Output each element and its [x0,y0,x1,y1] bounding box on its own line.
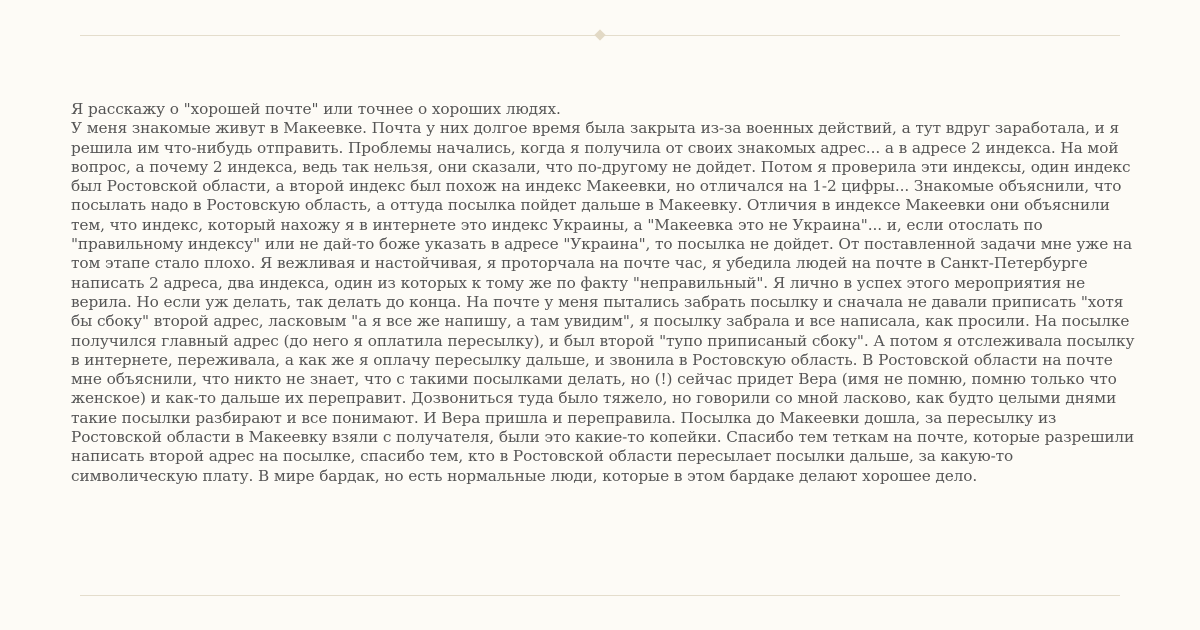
bottom-divider [80,595,1120,596]
review-text [71,100,1141,486]
review-intro: Я расскажу о "хорошей почте" или точнее о хороших людях. [71,100,561,118]
divider-ornament-icon [594,29,605,40]
review-body: У меня знакомые живут в Макеевке. Почта у них долгое время была закрыта из-за военных действий, а тут вдруг заработала, и я решила им что-нибудь отправить. Проблемы начались, когда я получила от своих знакомых адрес... а в адресе 2 индекса. На мой вопрос, а почему 2 индекса, ведь так нельзя, они сказали, что по-другому не дойдет. Потом я проверила эти индексы, один индекс был Ростовской области, а второй индекс был похож на индекс Макеевки, но отличался на 1-2 цифры... Знакомые объяснили, что посылать надо в Ростовскую область, а оттуда посылка пойдет дальше в Макеевку. Отличия в индексе Макеевки они объяснили тем, что индекс, который нахожу я в интернете это индекс Украины, а "Макеевка это не Украина"... и, если отослать по "правильному индексу" или не дай-то боже указать в адресе "Украина", то посылка не дойдет. От поставленной задачи мне уже на том этапе стало плохо. Я вежливая и настойчивая, я проторчала на почте час, я убедила людей на почте в Санкт-Петербурге написать 2 адреса, два индекса, один из которых к тому же по факту "неправильный". Я лично в успех этого мероприятия не верила. Но если уж делать, так делать до конца. На почте у меня пытались забрать посылку и сначала не давали приписать "хотя бы сбоку" второй адрес, ласковым "а я все же напишу, а там увидим", я посылку забрала и все написала, как просили. На посылке получился главный адрес (до него я оплатила пересылку), и был второй "тупо приписаный сбоку". А потом я отслеживала посылку в интернете, переживала, а как же я оплачу пересылку дальше, и звонила в Ростовскую область. В Ростовской области на почте мне объяснили, что никто не знает, что с такими посылками делать, но (!) сейчас придет Вера (имя не помню, помню только что женское) и как-то дальше их переправит. Дозвониться туда было тяжело, но говорили со мной ласково, как будто целыми днями такие посылки разбирают и все понимают. И Вера пришла и переправила. Посылка до Макеевки дошла, за пересылку из Ростовской области в Макеевку взяли с получателя, были это какие-то копейки. Спасибо тем теткам на почте, которые разрешили написать второй адрес на посылке, спасибо тем, кто в Ростовской области пересылает посылки дальше, за какую-то символическую плату. В мире бардак, но есть нормальные люди, которые в этом бардаке делают хорошее дело. [71,119,1135,485]
